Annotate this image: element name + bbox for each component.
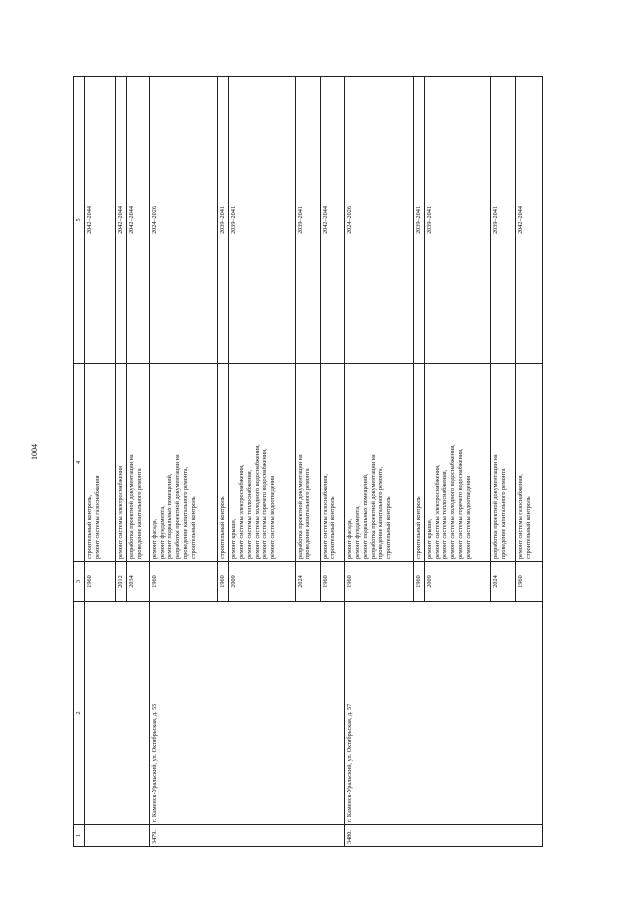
work-line: ремонт системы водоотведения <box>464 476 472 559</box>
work-line: ремонт системы электроснабжения <box>117 466 125 559</box>
header-row <box>74 77 85 847</box>
year-cell: 1960 <box>218 562 229 602</box>
period-cell: 2042–2044 <box>116 77 127 364</box>
year-cell: 1960 <box>413 562 424 602</box>
work-cell <box>229 364 295 562</box>
year-cell: 2009 <box>424 562 490 602</box>
work-line: проведение капитального ремонта, <box>181 466 189 559</box>
period-cell: 2039–2041 <box>491 77 516 364</box>
work-line: строительный контроль <box>524 496 532 559</box>
work-cell <box>127 364 150 562</box>
period-cell: 2042–2044 <box>85 77 116 364</box>
work-line: ремонт системы газоснабжения, <box>321 474 329 559</box>
work-line: ремонт фундамента, <box>354 505 362 559</box>
work-cell <box>295 364 320 562</box>
year-cell: 1960 <box>85 562 116 602</box>
year-cell: 2012 <box>116 562 127 602</box>
work-line: ремонт системы холодного водоснабжения, <box>253 444 261 559</box>
work-cell <box>491 364 516 562</box>
work-line: ремонт системы электроснабжения, <box>238 464 246 559</box>
work-line: ремонт фасада, <box>150 518 158 559</box>
work-line: ремонт крыши, <box>425 518 433 559</box>
capital-repair-table <box>73 76 543 847</box>
work-line: разработка проектной документации на <box>492 454 500 559</box>
header-col-3: 3 <box>74 562 85 602</box>
period-cell: 2039–2041 <box>424 77 490 364</box>
address-cell: г. Каменск-Уральский, ул. Октябрьская, д. 57 <box>345 602 543 825</box>
row-number: 3480. <box>345 825 543 847</box>
work-cell <box>424 364 490 562</box>
address-cell: г. Каменск-Уральский, ул. Октябрьская, д. 55 <box>149 602 344 825</box>
work-line: строительный контроль <box>414 496 422 559</box>
year-cell: 1960 <box>149 562 217 602</box>
table-row <box>345 77 413 847</box>
table-body <box>85 77 543 847</box>
year-cell: 2024 <box>491 562 516 602</box>
address-cell <box>85 602 150 825</box>
year-cell: 2024 <box>295 562 320 602</box>
period-cell: 2039–2041 <box>229 77 295 364</box>
work-line: разработка проектной документации на <box>369 454 377 559</box>
document-page <box>73 77 543 847</box>
row-number <box>85 825 150 847</box>
work-line: ремонт системы теплоснабжения, <box>441 469 449 559</box>
work-cell <box>515 364 542 562</box>
work-line: разработка проектной документации на <box>296 454 304 559</box>
year-cell: 2034 <box>127 562 150 602</box>
row-number: 3479. <box>149 825 344 847</box>
work-cell <box>413 364 424 562</box>
work-cell <box>85 364 116 562</box>
work-cell <box>149 364 217 562</box>
header-col-5: 5 <box>74 77 85 364</box>
period-cell: 2042–2044 <box>320 77 345 364</box>
header-col-4: 4 <box>74 364 85 562</box>
work-line: строительный контроль <box>189 496 197 559</box>
table-row <box>149 77 217 847</box>
period-cell: 2042–2044 <box>127 77 150 364</box>
period-cell: 2024–2026 <box>149 77 217 364</box>
work-line: проведение капитального ремонта <box>135 468 143 559</box>
header-col-1: 1 <box>74 825 85 847</box>
work-line: ремонт системы газоснабжения <box>93 475 101 559</box>
table-row <box>85 77 116 847</box>
year-cell: 1960 <box>320 562 345 602</box>
work-cell <box>116 364 127 562</box>
work-cell <box>345 364 413 562</box>
work-line: ремонт крыши, <box>230 518 238 559</box>
work-line: ремонт подвальных помещений, <box>166 473 174 559</box>
work-line: проведение капитального ремонта, <box>377 466 385 559</box>
period-cell: 2042–2044 <box>515 77 542 364</box>
header-col-2: 2 <box>74 602 85 825</box>
page-number: 1004 <box>30 444 39 460</box>
work-line: строительный контроль <box>329 496 337 559</box>
work-line: строительный контроль, <box>86 494 93 559</box>
work-line: ремонт системы холодного водоснабжения, <box>449 444 457 559</box>
period-cell: 2039–2041 <box>295 77 320 364</box>
work-line: проведение капитального ремонта <box>304 468 312 559</box>
period-cell: 2039–2041 <box>218 77 229 364</box>
period-cell: 2039–2041 <box>413 77 424 364</box>
year-cell: 2009 <box>229 562 295 602</box>
work-line: разработка проектной документации на <box>174 454 182 559</box>
work-line: строительный контроль <box>385 496 393 559</box>
work-cell <box>320 364 345 562</box>
work-line: ремонт системы электроснабжения, <box>433 464 441 559</box>
work-line: разработка проектной документации на <box>128 454 136 559</box>
work-line: ремонт системы горячего водоснабжения, <box>456 448 464 559</box>
work-line: ремонт фундамента, <box>158 505 166 559</box>
period-cell: 2024–2026 <box>345 77 413 364</box>
work-line: ремонт подвальных помещений, <box>361 473 369 559</box>
work-line: проведение капитального ремонта <box>499 468 507 559</box>
work-line: ремонт системы газоснабжения, <box>516 474 524 559</box>
work-line: ремонт системы теплоснабжения, <box>245 469 253 559</box>
work-line: ремонт системы водоотведения <box>269 476 277 559</box>
work-line: ремонт фасада, <box>346 518 354 559</box>
year-cell: 1960 <box>515 562 542 602</box>
work-line: строительный контроль <box>219 496 227 559</box>
year-cell: 1960 <box>345 562 413 602</box>
work-line: ремонт системы горячего водоснабжения, <box>261 448 269 559</box>
work-cell <box>218 364 229 562</box>
